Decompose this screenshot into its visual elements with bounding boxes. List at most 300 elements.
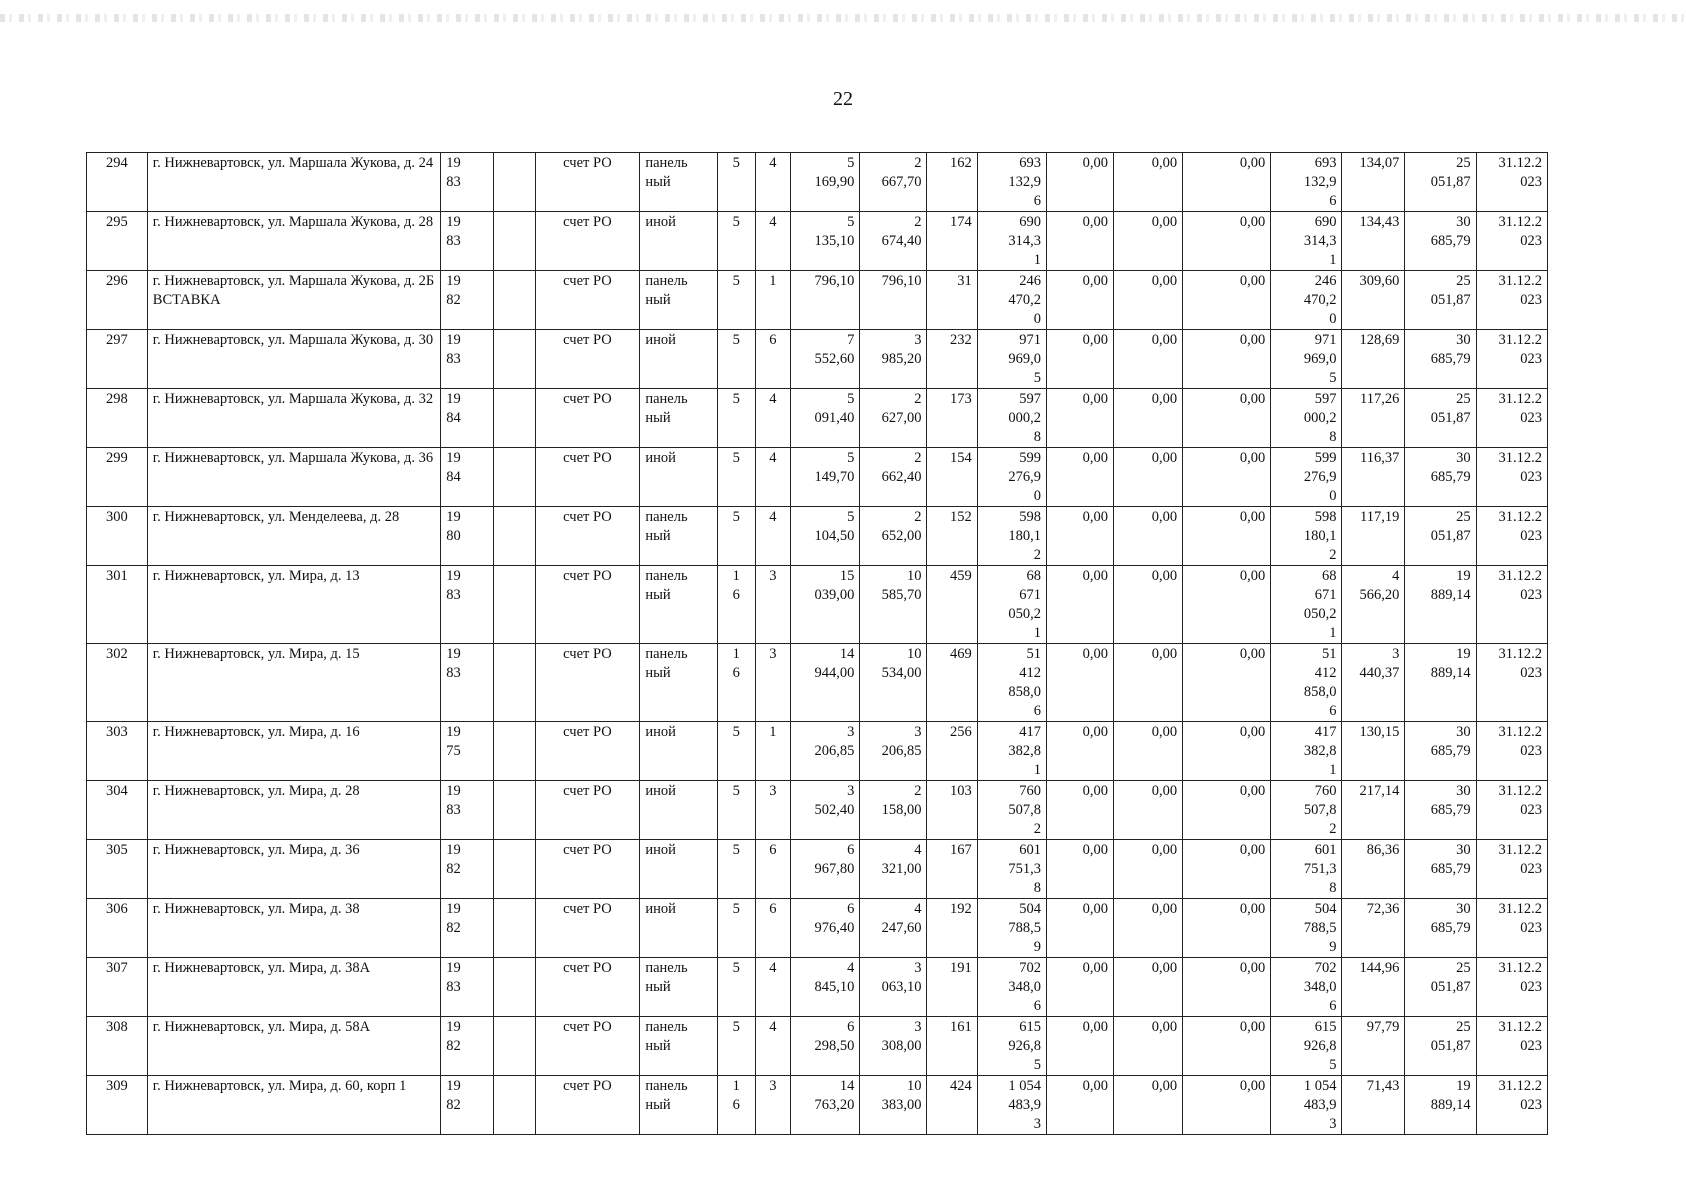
wall-material-cell [640,781,718,840]
amount-cell [1046,330,1113,389]
cell-line: 31.12.2 [1498,332,1542,348]
address-cell [147,566,440,644]
cell-text: счет РО [563,509,612,525]
cell-line: 944,00 [814,665,855,681]
unit-cost-cell [1342,212,1405,271]
cell-text: 0,00 [1151,1019,1178,1035]
cell-line: 1 054 [1008,1078,1041,1094]
cell-line: 19 [446,332,461,348]
cell-line: 926,8 [1008,1038,1041,1054]
year-built-cell [441,330,493,389]
cell-line: 3 [914,332,922,348]
unit-cost-cell [1342,722,1405,781]
cell-text: 0,00 [1239,155,1266,171]
cell-line: 30 [1456,724,1471,740]
unit-cost-cell [1342,271,1405,330]
cell-line: ный [645,528,671,544]
cell-line: 82 [446,1038,461,1054]
cell-line: 128,69 [1359,332,1400,348]
year-built-cell [441,1076,493,1135]
total-cost-cell [1271,507,1342,566]
cell-line: 6 [847,842,855,858]
cell-text: г. Нижневартовск, ул. Мира, д. 13 [152,568,360,584]
unit-cost-cell [1342,330,1405,389]
cell-line: 1 054 [1303,1078,1337,1094]
total-cost-cell [1271,899,1342,958]
cell-line: 14 [839,1078,855,1094]
cell-text: 0,00 [1151,155,1178,171]
account-cell [535,1017,640,1076]
cell-line: 83 [446,174,461,190]
amount-cell [1046,271,1113,330]
deadline-cell [1476,507,1547,566]
year-built-cell [441,271,493,330]
cell-line: 5 [732,724,740,740]
cell-line: 31.12.2 [1498,273,1542,289]
residents-cell [927,330,977,389]
cell-line: 417 [1314,724,1337,740]
living-area-cell [860,958,927,1017]
cell-line: 19 [446,391,461,407]
cell-line: 25 [1456,155,1471,171]
total-cost-cell [1271,1076,1342,1135]
cell-text: счет РО [563,646,612,662]
deadline-cell [1476,153,1547,212]
deadline-cell [1476,722,1547,781]
account-cell [535,153,640,212]
living-area-cell [860,566,927,644]
limit-cost-cell [1405,448,1476,507]
cell-text: счет РО [563,391,612,407]
entrances-cell [755,1076,791,1135]
cell-line: панель [645,273,688,289]
residents-cell [927,153,977,212]
cell-text: счет РО [563,960,612,976]
total-area-cell [791,840,860,899]
residents-cell [927,1017,977,1076]
cell-text: 0,00 [1151,509,1178,525]
cell-line: 4 [1392,568,1400,584]
cell-line: 30 [1456,901,1471,917]
cell-line: 1 [1329,762,1337,778]
cell-line: 19 [446,509,461,525]
cell-line: 25 [1456,391,1471,407]
cell-text: г. Нижневартовск, ул. Мира, д. 58А [152,1019,371,1035]
total-area-cell [791,448,860,507]
address-cell [147,781,440,840]
floors-cell [717,1017,755,1076]
cell-text: 152 [950,509,972,525]
amount-cell [1183,1017,1271,1076]
cell-text: 304 [106,783,128,799]
cell-line: 417 [1019,724,1041,740]
limit-cost-cell [1405,1076,1476,1135]
unit-cost-cell [1342,507,1405,566]
cell-text: 4 [769,1019,777,1035]
cell-text: 0,00 [1239,724,1266,740]
amount-cell [1046,840,1113,899]
table-row [87,212,1548,271]
cell-line: 051,87 [1430,410,1471,426]
cell-line: 30 [1456,783,1471,799]
cell-line: 693 [1314,155,1337,171]
row-number [87,899,148,958]
floors-cell [717,153,755,212]
cell-text: 4 [769,155,777,171]
cell-line: 9 [1329,939,1337,955]
year-built-cell [441,389,493,448]
amount-cell [1183,566,1271,644]
cell-text: 3 [769,783,777,799]
cell-line: 023 [1520,665,1542,681]
row-number [87,1076,148,1135]
cell-line: 5 [732,1019,740,1035]
cell-line: 063,10 [881,979,922,995]
account-cell [535,330,640,389]
unit-cost-cell [1342,389,1405,448]
cell-line: 627,00 [881,410,922,426]
amount-cell [1046,1017,1113,1076]
cell-line: 3 [914,724,922,740]
total-area-cell [791,1017,860,1076]
total-area-cell [791,330,860,389]
cell-line: 180,1 [1303,528,1337,544]
cell-line: 8 [1033,429,1041,445]
cell-line: 6 [1033,193,1041,209]
cell-line: 7 [847,332,855,348]
floors-cell [717,271,755,330]
cell-line: 051,87 [1430,174,1471,190]
cell-text: 0,00 [1151,1078,1178,1094]
amount-cell [1183,153,1271,212]
cell-text: 0,00 [1239,646,1266,662]
address-cell [147,448,440,507]
year-built-cell [441,899,493,958]
cell-line: 601 [1314,842,1337,858]
floors-cell [717,899,755,958]
table-row [87,1017,1548,1076]
row-number [87,271,148,330]
table-row [87,840,1548,899]
cell-text: счет РО [563,155,612,171]
deadline-cell [1476,389,1547,448]
amount-cell [1046,644,1113,722]
cell-line: 000,2 [1303,410,1337,426]
cost-cell [977,153,1046,212]
table-row [87,958,1548,1017]
deadline-cell [1476,212,1547,271]
cell-line: 158,00 [881,802,922,818]
cell-text: 0,00 [1082,332,1108,348]
cell-line: 023 [1520,861,1542,877]
cell-text: 6 [769,901,777,917]
total-cost-cell [1271,1017,1342,1076]
entrances-cell [755,566,791,644]
cell-text: 31 [957,273,972,289]
cell-line: 0 [1033,488,1041,504]
cell-text: 4 [769,960,777,976]
total-area-cell [791,153,860,212]
cell-text: г. Нижневартовск, ул. Мира, д. 38 [152,901,360,917]
cell-line: 83 [446,587,461,603]
living-area-cell [860,212,927,271]
cell-line: 023 [1520,528,1542,544]
entrances-cell [755,448,791,507]
table-body [87,153,1548,1135]
cell-line: 308,00 [881,1038,922,1054]
cost-cell [977,389,1046,448]
cell-text: г. Нижневартовск, ул. Менделеева, д. 28 [152,509,400,525]
amount-cell [1114,1017,1183,1076]
cell-text: 256 [950,724,972,740]
cell-text: 6 [769,332,777,348]
row-number [87,566,148,644]
cell-line: 000,2 [1008,410,1041,426]
cell-line: 023 [1520,233,1542,249]
blank-cell [493,1076,535,1135]
cell-line: 19 [446,724,461,740]
cell-text: 4 [769,509,777,525]
unit-cost-cell [1342,781,1405,840]
cell-text: 0,00 [1239,1078,1266,1094]
cell-text: 0,00 [1239,1019,1266,1035]
residents-cell [927,271,977,330]
cell-line: 412 [1019,665,1041,681]
amount-cell [1114,722,1183,781]
cell-line: 82 [446,861,461,877]
cell-text: 0,00 [1239,842,1266,858]
amount-cell [1114,448,1183,507]
cell-line: 763,20 [814,1097,855,1113]
account-cell [535,958,640,1017]
cell-line: 86,36 [1366,842,1400,858]
cell-line: 97,79 [1366,1019,1400,1035]
cell-line: 30 [1456,842,1471,858]
cell-text: 0,00 [1151,842,1178,858]
cell-line: 15 [839,568,855,584]
cell-line: 693 [1019,155,1041,171]
blank-cell [493,448,535,507]
cell-text: г. Нижневартовск, ул. Маршала Жукова, д. 30 [152,332,434,348]
cell-text: 0,00 [1239,214,1266,230]
cell-line: 19 [446,960,461,976]
total-area-cell [791,566,860,644]
total-cost-cell [1271,212,1342,271]
cost-cell [977,212,1046,271]
wall-material-cell [640,958,718,1017]
cell-text: 0,00 [1082,646,1108,662]
cell-line: 889,14 [1430,1097,1471,1113]
cell-line: 858,0 [1008,684,1041,700]
cell-text: г. Нижневартовск, ул. Мира, д. 28 [152,783,360,799]
limit-cost-cell [1405,271,1476,330]
cell-line: 25 [1456,509,1471,525]
entrances-cell [755,389,791,448]
living-area-cell [860,448,927,507]
cell-line: 9 [1033,939,1041,955]
cell-line: 1 [732,568,740,584]
address-cell [147,507,440,566]
total-cost-cell [1271,271,1342,330]
living-area-cell [860,644,927,722]
cell-line: 19 [446,783,461,799]
cell-line: 2 [1033,547,1041,563]
cell-line: 276,9 [1008,469,1041,485]
cell-text: 1 [769,273,777,289]
cell-line: 31.12.2 [1498,214,1542,230]
cell-line: 585,70 [881,587,922,603]
cell-line: 5 [847,391,855,407]
amount-cell [1046,899,1113,958]
row-number [87,781,148,840]
total-area-cell [791,644,860,722]
cell-line: 971 [1314,332,1337,348]
cell-line: 5 [732,842,740,858]
cell-text: 0,00 [1151,901,1178,917]
unit-cost-cell [1342,958,1405,1017]
amount-cell [1183,448,1271,507]
cell-text: г. Нижневартовск, ул. Маршала Жукова, д. 32 [152,391,434,407]
floors-cell [717,840,755,899]
cell-text: 0,00 [1082,568,1108,584]
address-cell [147,958,440,1017]
cell-line: 31.12.2 [1498,509,1542,525]
total-cost-cell [1271,448,1342,507]
total-area-cell [791,507,860,566]
cell-line: 19 [446,901,461,917]
cell-line: 023 [1520,587,1542,603]
deadline-cell [1476,448,1547,507]
cell-line: 31.12.2 [1498,1078,1542,1094]
living-area-cell [860,389,927,448]
cell-text: счет РО [563,724,612,740]
cell-line: 685,79 [1430,743,1471,759]
cell-text: 0,00 [1151,450,1178,466]
cost-cell [977,271,1046,330]
floors-cell [717,1076,755,1135]
cell-line: 023 [1520,920,1542,936]
cell-line: 5 [847,450,855,466]
cell-line: 169,90 [814,174,855,190]
cell-line: 1 [1033,625,1041,641]
address-cell [147,330,440,389]
row-number [87,389,148,448]
cell-line: 5 [732,509,740,525]
blank-cell [493,330,535,389]
cell-line: 3 [847,724,855,740]
cell-line: 6 [732,1097,740,1113]
cost-cell [977,899,1046,958]
cell-text: счет РО [563,214,612,230]
entrances-cell [755,781,791,840]
cell-text: 4 [769,214,777,230]
cost-cell [977,781,1046,840]
blank-cell [493,899,535,958]
cell-text: г. Нижневартовск, ул. Маршала Жукова, д. 28 [152,214,434,230]
cell-line: 19 [1456,568,1471,584]
cell-text: 301 [106,568,128,584]
residents-cell [927,507,977,566]
account-cell [535,781,640,840]
address-cell [147,271,440,330]
cell-line: 440,37 [1359,665,1400,681]
total-area-cell [791,389,860,448]
cell-line: 31.12.2 [1498,450,1542,466]
cell-line: 1 [1033,762,1041,778]
cell-line: 2 [914,509,922,525]
cell-line: 598 [1314,509,1337,525]
floors-cell [717,781,755,840]
cell-line: 504 [1314,901,1337,917]
amount-cell [1046,958,1113,1017]
cell-line: 8 [1329,429,1337,445]
wall-material-cell [640,448,718,507]
wall-material-cell [640,1076,718,1135]
address-cell [147,899,440,958]
account-cell [535,840,640,899]
cell-line: 30 [1456,214,1471,230]
blank-cell [493,958,535,1017]
cell-line: 566,20 [1359,587,1400,603]
cell-line: 134,07 [1359,155,1400,171]
account-cell [535,212,640,271]
living-area-cell [860,722,927,781]
total-area-cell [791,271,860,330]
cell-text: г. Нижневартовск, ул. Мира, д. 38А [152,960,371,976]
row-number [87,507,148,566]
cell-text: 0,00 [1239,450,1266,466]
cell-line: 023 [1520,410,1542,426]
cell-line: 117,19 [1360,509,1400,525]
table-row [87,899,1548,958]
cell-text: 0,00 [1082,214,1108,230]
cell-line: 845,10 [814,979,855,995]
row-number [87,330,148,389]
amount-cell [1046,212,1113,271]
cell-text: 0,00 [1239,273,1266,289]
row-number [87,722,148,781]
amount-cell [1183,330,1271,389]
cell-line: 314,3 [1303,233,1337,249]
floors-cell [717,507,755,566]
cell-line: 889,14 [1430,665,1471,681]
amount-cell [1114,566,1183,644]
cell-line: 751,3 [1303,861,1337,877]
living-area-cell [860,507,927,566]
cell-line: 276,9 [1303,469,1337,485]
account-cell [535,448,640,507]
amount-cell [1114,781,1183,840]
cell-line: 19 [446,273,461,289]
entrances-cell [755,1017,791,1076]
cell-text: 0,00 [1151,391,1178,407]
cell-text: 308 [106,1019,128,1035]
cell-line: 051,87 [1430,292,1471,308]
cell-line: 3 [1033,1116,1041,1132]
cell-line: 84 [446,410,461,426]
cell-line: 5 [847,155,855,171]
cell-text: г. Нижневартовск, ул. Мира, д. 15 [152,646,360,662]
total-area-cell [791,899,860,958]
cell-line: 30 [1456,450,1471,466]
row-number [87,448,148,507]
cost-cell [977,448,1046,507]
cell-line: 383,00 [881,1097,922,1113]
cell-line: иной [645,901,676,917]
cell-line: 25 [1456,273,1471,289]
blank-cell [493,722,535,781]
living-area-cell [860,840,927,899]
